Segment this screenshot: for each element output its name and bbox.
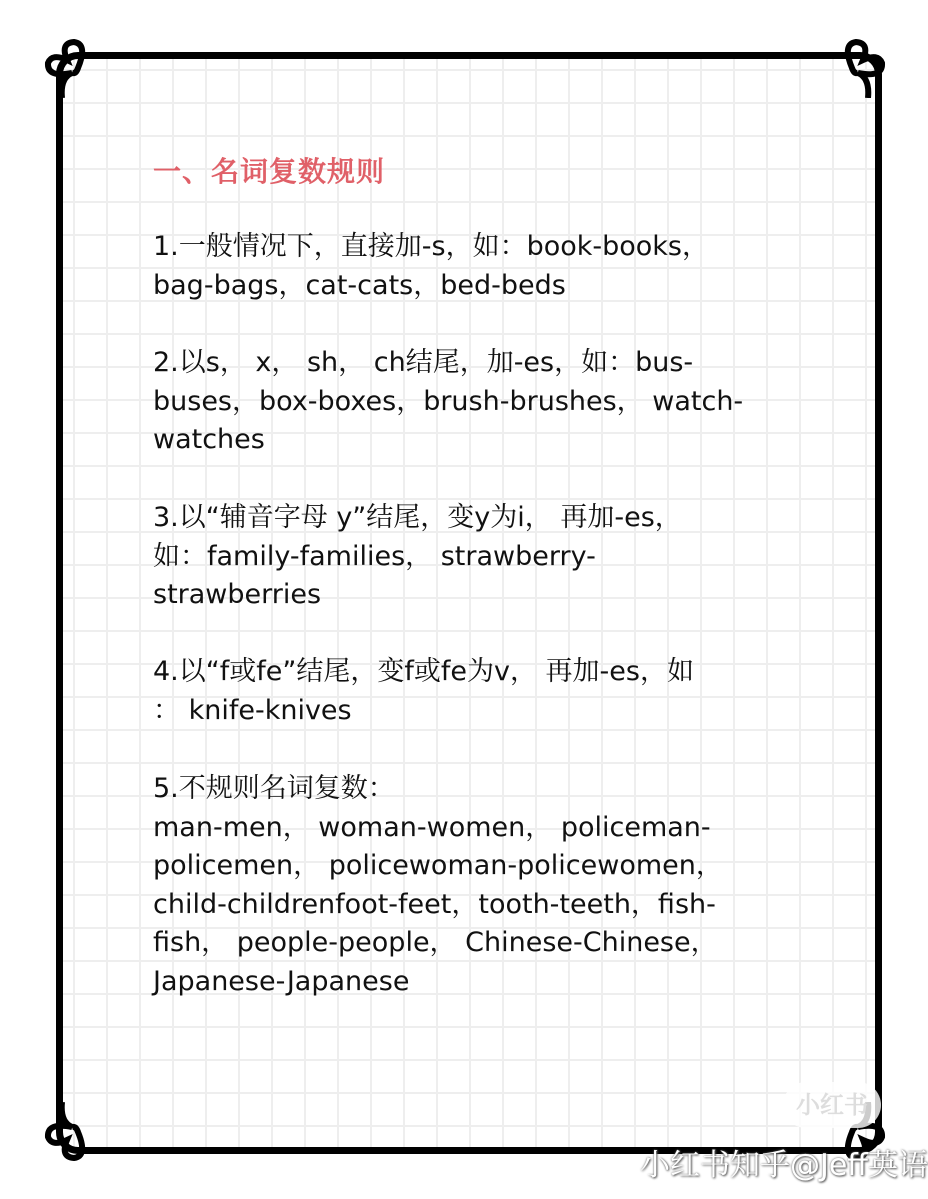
rule-4 xyxy=(153,653,694,730)
rule-line: 2.以s， x， sh， ch结尾，加-es，如：bus- xyxy=(153,347,694,378)
rule-line: man-men， woman-women， policeman- xyxy=(153,811,711,843)
rule-line: 3.以“辅音字母 y”结尾，变y为i， 再加-es， xyxy=(153,502,682,533)
rule-line: bag-bags，cat-cats，bed-beds xyxy=(153,269,566,301)
section-title: 一、名词复数规则 xyxy=(153,155,386,188)
rule-line: strawberries xyxy=(153,579,322,610)
corner-loop-icon xyxy=(828,38,888,98)
corner-loop-icon xyxy=(42,38,102,98)
rule-2 xyxy=(153,344,743,460)
corner-loop-icon xyxy=(42,1102,102,1162)
rule-line: 1.一般情况下，直接加-s，如：book-books， xyxy=(153,231,710,262)
rule-line: watches xyxy=(153,424,265,455)
rule-line: buses，box-boxes，brush-brushes， watch- xyxy=(153,385,744,417)
rule-5 xyxy=(153,770,723,1001)
rule-3 xyxy=(153,499,682,615)
rule-1 xyxy=(153,228,709,305)
rule-line: policemen， policewoman-policewomen， xyxy=(153,850,723,881)
watermark: 小红书知乎@Jeff英语 xyxy=(640,1148,928,1183)
logo-badge: 小红书 xyxy=(783,1082,881,1128)
rule-line: fish， people-people， Chinese-Chinese， xyxy=(153,927,718,958)
rule-line: 4.以“f或fe”结尾，变f或fe为v， 再加-es，如 xyxy=(153,656,694,687)
rule-line: 5.不规则名词复数： xyxy=(153,773,395,804)
rule-line: ： knife-knives xyxy=(153,694,352,726)
rule-line: 如：family-families， strawberry- xyxy=(153,540,596,572)
rule-line: child-childrenfoot-feet，tooth-teeth，fish- xyxy=(153,888,716,920)
rule-line: Japanese-Japanese xyxy=(153,965,410,997)
